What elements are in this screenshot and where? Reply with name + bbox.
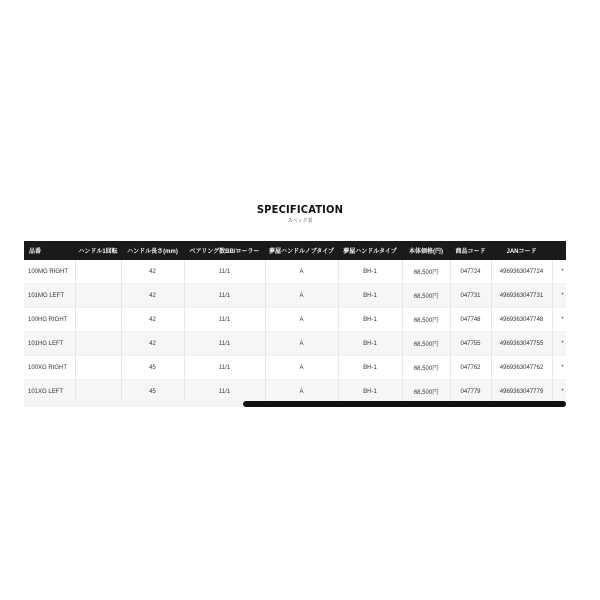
table-row [24,284,566,308]
col-header-extra [552,241,566,260]
scrollbar-thumb[interactable] [243,401,566,407]
cell-knob-type: A [265,284,338,308]
cell-extra: * [552,284,566,308]
col-header-part-number: 品番 [24,241,75,260]
spec-header [0,203,600,224]
cell-jan-code: 4969363047731 [491,284,552,308]
cell-handle-type: BH-1 [338,260,402,284]
cell-product-code: 047762 [450,356,491,380]
cell-bearings: 11/1 [184,260,265,284]
cell-price: 68,500円 [402,260,450,284]
cell-part-number: 100XG RIGHT [24,356,75,380]
cell-handle-rotation [75,308,121,332]
cell-handle-rotation [75,260,121,284]
cell-jan-code: 4969363047724 [491,260,552,284]
cell-extra: * [552,332,566,356]
cell-extra: * [552,356,566,380]
cell-price: 68,500円 [402,332,450,356]
table-row [24,260,566,284]
cell-handle-length: 45 [121,380,184,402]
cell-product-code: 047731 [450,284,491,308]
cell-product-code: 047724 [450,260,491,284]
table-row [24,332,566,356]
col-header-handle-type: 夢屋ハンドルタイプ [338,241,402,260]
cell-handle-length: 42 [121,284,184,308]
cell-knob-type: A [265,380,338,402]
cell-extra: * [552,380,566,402]
cell-handle-rotation [75,332,121,356]
cell-jan-code: 4969363047779 [491,380,552,402]
cell-handle-length: 42 [121,260,184,284]
cell-handle-type: BH-1 [338,308,402,332]
cell-price: 68,500円 [402,356,450,380]
cell-handle-type: BH-1 [338,356,402,380]
cell-extra: * [552,260,566,284]
col-header-product-code: 商品コード [450,241,491,260]
cell-handle-type: BH-1 [338,284,402,308]
cell-handle-rotation [75,284,121,308]
cell-price: 68,500円 [402,284,450,308]
table-header-row [24,241,566,260]
cell-knob-type: A [265,332,338,356]
cell-handle-rotation [75,356,121,380]
cell-product-code: 047779 [450,380,491,402]
page-subtitle: スペック表 [287,218,313,224]
cell-part-number: 101HG LEFT [24,332,75,356]
cell-part-number: 101XG LEFT [24,380,75,402]
col-header-jan-code: JANコード [491,241,552,260]
cell-bearings: 11/1 [184,332,265,356]
cell-price: 68,500円 [402,308,450,332]
cell-bearings: 11/1 [184,380,265,402]
cell-handle-length: 42 [121,332,184,356]
col-header-bearings: ベアリング数BB/ローラー [184,241,265,260]
cell-handle-length: 42 [121,308,184,332]
cell-extra: * [552,308,566,332]
cell-product-code: 047748 [450,308,491,332]
table-row [24,380,566,402]
table-row [24,308,566,332]
cell-handle-length: 45 [121,356,184,380]
cell-knob-type: A [265,308,338,332]
col-header-price: 本体価格(円) [402,241,450,260]
cell-handle-rotation [75,380,121,402]
table-row [24,356,566,380]
cell-handle-type: BH-1 [338,332,402,356]
cell-jan-code: 4969363047762 [491,356,552,380]
horizontal-scrollbar[interactable] [24,401,566,407]
spec-table-container [24,241,566,401]
cell-product-code: 047755 [450,332,491,356]
cell-bearings: 11/1 [184,356,265,380]
col-header-knob-type: 夢屋ハンドルノブタイプ [265,241,338,260]
cell-knob-type: A [265,260,338,284]
cell-jan-code: 4969363047755 [491,332,552,356]
col-header-handle-rotation: ハンドル1回転 [75,241,121,260]
cell-price: 68,500円 [402,380,450,402]
cell-handle-type: BH-1 [338,380,402,402]
cell-knob-type: A [265,356,338,380]
col-header-handle-length: ハンドル長さ(mm) [121,241,184,260]
cell-part-number: 100HG RIGHT [24,308,75,332]
cell-jan-code: 4969363047748 [491,308,552,332]
cell-bearings: 11/1 [184,308,265,332]
cell-bearings: 11/1 [184,284,265,308]
cell-part-number: 101MG LEFT [24,284,75,308]
cell-part-number: 100MG RIGHT [24,260,75,284]
spec-table [24,241,566,401]
page-title: SPECIFICATION [256,203,344,216]
